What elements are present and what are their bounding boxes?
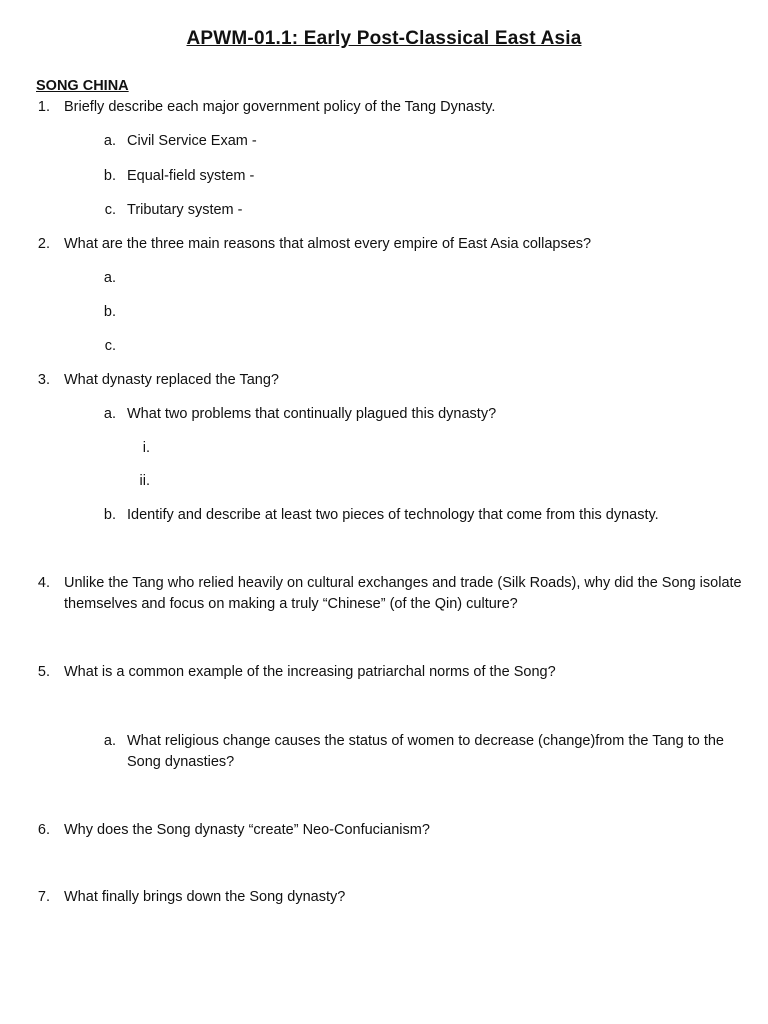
question-text: What are the three main reasons that almost every empire of East Asia collapses? bbox=[64, 236, 592, 252]
question-text-line-2: themselves and focus on making a truly “Chinese” (of the Qin) culture? bbox=[64, 596, 518, 612]
part-label: c. bbox=[104, 338, 116, 354]
part-label: b. bbox=[103, 507, 116, 523]
part-text: What two problems that continually plagued this dynasty? bbox=[127, 406, 497, 422]
part-label: a. bbox=[103, 270, 116, 286]
question-text-line-1: Unlike the Tang who relied heavily on cultural exchanges and trade (Silk Roads), why did the Song isolate bbox=[64, 575, 742, 591]
question-text: Why does the Song dynasty “create” Neo-Confucianism? bbox=[64, 822, 430, 838]
page-title: APWM-01.1: Early Post-Classical East Asia bbox=[186, 28, 582, 49]
question-number: 5. bbox=[37, 664, 50, 680]
question-number: 6. bbox=[37, 822, 50, 838]
question-number: 7. bbox=[37, 889, 50, 905]
part-text: Tributary system - bbox=[127, 202, 243, 218]
part-label: c. bbox=[104, 202, 116, 218]
part-text-line-1: What religious change causes the status of women to decrease (change)from the Tang to the bbox=[127, 733, 724, 749]
part-text-line-2: Song dynasties? bbox=[127, 754, 235, 770]
subpart-label: ii. bbox=[139, 473, 150, 489]
question-number: 4. bbox=[37, 575, 50, 591]
part-label: b. bbox=[103, 304, 116, 320]
part-label: b. bbox=[103, 168, 116, 184]
part-text: Identify and describe at least two pieces of technology that come from this dynasty. bbox=[127, 507, 659, 523]
part-text: Equal-field system - bbox=[127, 168, 255, 184]
question-number: 2. bbox=[37, 236, 50, 252]
question-number: 1. bbox=[37, 99, 50, 115]
question-text: What dynasty replaced the Tang? bbox=[64, 372, 279, 388]
part-text: Civil Service Exam - bbox=[127, 133, 257, 149]
section-heading: SONG CHINA bbox=[36, 78, 129, 94]
subpart-label: i. bbox=[142, 440, 150, 456]
part-label: a. bbox=[103, 133, 116, 149]
question-number: 3. bbox=[37, 372, 50, 388]
part-label: a. bbox=[103, 733, 116, 749]
question-text: What finally brings down the Song dynasty? bbox=[64, 889, 346, 905]
question-text: Briefly describe each major government policy of the Tang Dynasty. bbox=[64, 99, 496, 115]
question-text: What is a common example of the increasing patriarchal norms of the Song? bbox=[64, 664, 556, 680]
part-label: a. bbox=[103, 406, 116, 422]
